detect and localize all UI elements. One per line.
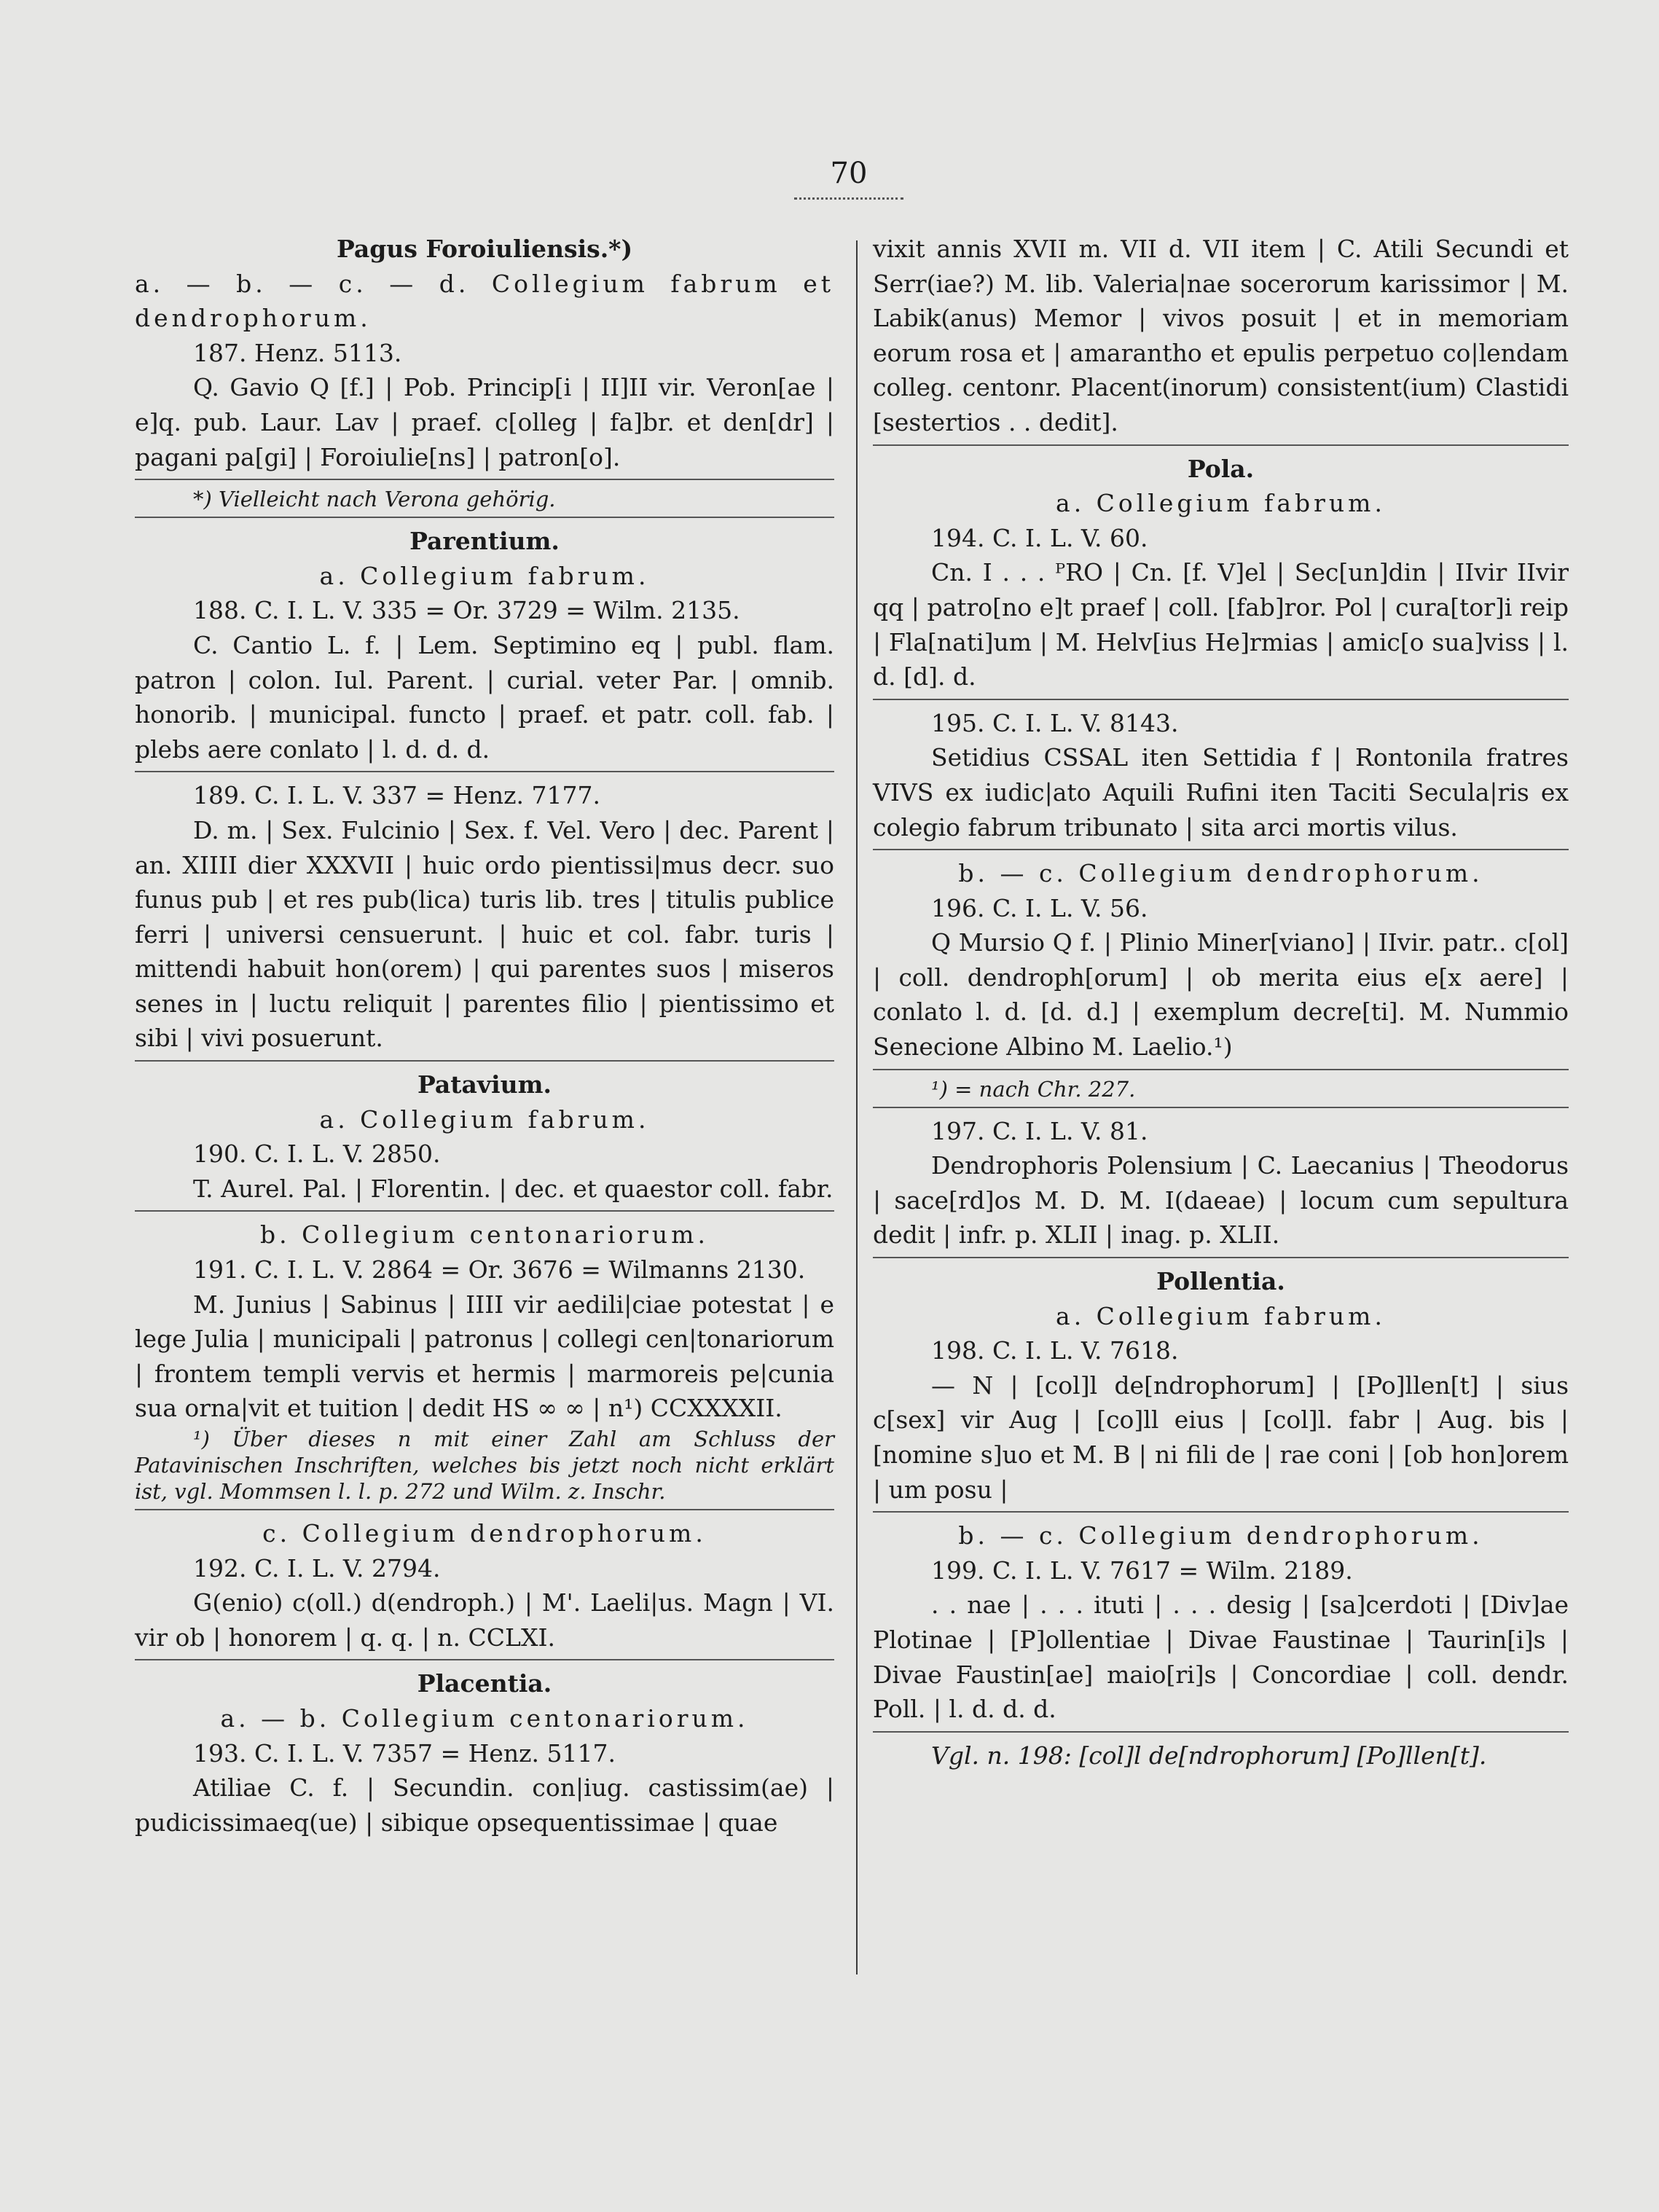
rule xyxy=(873,1069,1569,1070)
entry-188-text: C. Cantio L. f. | Lem. Septimino eq | publ. flam. patron | colon. Iul. Parent. | curial. veter Par. | omnib. honorib. | municipal. functo | praef. et patr. coll. fab. | plebs aere conlato | l. d. d. d. xyxy=(135,630,834,764)
entry-190-text: T. Aurel. Pal. | Florentin. | dec. et quaestor coll. fabr. xyxy=(193,1174,834,1203)
entry-193-continued: vixit annis XVII m. VII d. VII item | C. Atili Secundi et Serr(iae?) M. lib. Valeria|nae socerorum karissimor | M. Labik(anus) Memor | vivos posuit | et in memoriam eorum rosa et | amarantho et epulis perpetuo co|lendam colleg. centonr. Placent(inorum) consistent(ium) Clastidi [sestertios . . dedit]. xyxy=(873,235,1569,436)
rule xyxy=(135,1509,834,1510)
entry-189-text: D. m. | Sex. Fulcinio | Sex. f. Vel. Vero | dec. Parent | an. XIIII dier XXXVII | huic ordo pientissi|mus decr. suo funus pub | et res pub(lica) turis lib. tres | titulis publice ferri | universi censuerunt. | huic et col. fabr. turis | mittendi habuit hon(orem) | qui parentes suos | miseros senes in | luctu reliquit | parentes filio | pientissimo et sibi | vivi posuerunt. xyxy=(135,815,834,1053)
collegium-subheading: a. Collegium fabrum. xyxy=(319,1105,650,1134)
collegium-subheading: a. Collegium fabrum. xyxy=(1056,489,1386,518)
rule xyxy=(135,1659,834,1660)
entry-195-head: 195. C. I. L. V. 8143. xyxy=(931,708,1179,737)
entry-199-text: . . nae | . . . ituti | . . . desig | [sa]cerdoti | [Div]ae Plotinae | [P]ollentiae | Divae Faustinae | Taurin[i]s | Divae Faustin[ae] maio[ri]s | Concordiae | coll. dendr. Poll. | l. d. d. d. xyxy=(873,1591,1569,1724)
entry-198-text: — N | [col]l de[ndrophorum] | [Po]llen[t] | sius c[sex] vir Aug | [co]ll eius | [col]l. fabr | Aug. bis | [nomine s]uo et M. B | ni fili de | rae coni | [ob hon]orem | um posu | xyxy=(873,1370,1569,1504)
page-number: 70 xyxy=(801,157,896,200)
comparison-note: Vgl. n. 198: [col]l de[ndrophorum] [Po]llen[t]. xyxy=(931,1741,1487,1770)
section-heading-placentia: Placentia. xyxy=(417,1669,552,1698)
collegium-subheading: a. Collegium fabrum. xyxy=(319,561,650,590)
entry-194-head: 194. C. I. L. V. 60. xyxy=(931,523,1148,552)
collegium-subheading: a. — b. Collegium centonariorum. xyxy=(220,1703,749,1733)
entry-191-head: 191. C. I. L. V. 2864 = Or. 3676 = Wilmanns 2130. xyxy=(193,1255,806,1285)
right-column xyxy=(873,232,1569,1773)
section-heading-patavium: Patavium. xyxy=(417,1070,552,1099)
entry-192-text: G(enio) c(oll.) d(endroph.) | M'. Laeli|us. Magn | VI. vir ob | honorem | q. q. | n. CCLXI. xyxy=(135,1588,834,1652)
entry-189-head: 189. C. I. L. V. 337 = Henz. 7177. xyxy=(193,781,600,810)
rule xyxy=(135,1210,834,1212)
entry-197-head: 197. C. I. L. V. 81. xyxy=(931,1116,1148,1145)
entry-190-head: 190. C. I. L. V. 2850. xyxy=(193,1140,441,1169)
collegium-subheading: b. Collegium centonariorum. xyxy=(260,1220,709,1250)
entry-191-text: M. Junius | Sabinus | IIII vir aedili|ciae potestat | e lege Julia | municipali | patronus | collegi cen|tonariorum | frontem templi vervis et hermis | marmoreis pe|cunia sua orna|vit et tuition | dedit HS ∞ ∞ | n¹) CCXXXXII. xyxy=(135,1290,834,1423)
section-heading-pola: Pola. xyxy=(1187,454,1255,483)
rule xyxy=(873,849,1569,850)
entry-198-head: 198. C. I. L. V. 7618. xyxy=(931,1336,1179,1365)
rule xyxy=(873,444,1569,446)
entry-192-head: 192. C. I. L. V. 2794. xyxy=(193,1553,441,1582)
collegium-subheading: a. — b. — c. — d. Collegium fabrum et dendrophorum. xyxy=(135,269,834,333)
section-heading-pollentia: Pollentia. xyxy=(1156,1267,1285,1296)
rule xyxy=(873,1511,1569,1513)
entry-187-head: 187. Henz. 5113. xyxy=(193,338,402,367)
entry-194-text: Cn. I . . . ᴾRO | Cn. [f. V]el | Sec[un]din | IIvir IIvir qq | patro[no e]t praef | coll. [fab]ror. Pol | cura[tor]i reip | Fla[nati]um | M. Helv[ius He]rmias | amic[o sua]viss | l. d. [d]. d. xyxy=(873,558,1569,691)
entry-187-text: Q. Gavio Q [f.] | Pob. Princip[i | II]II vir. Veron[ae | e]q. pub. Laur. Lav | praef. c[olleg | fa]br. et den[dr] | pagani pa[gi] | Foroiulie[ns] | patron[o]. xyxy=(135,373,834,471)
entry-197-text: Dendrophoris Polensium | C. Laecanius | Theodorus | sace[rd]os M. D. M. I(daeae) | locum cum sepultura dedit | infr. p. XLII | inag. p. XLII. xyxy=(873,1151,1569,1250)
column-divider xyxy=(856,240,858,1974)
left-column xyxy=(135,232,834,1840)
footnote-196: ¹) = nach Chr. 227. xyxy=(931,1076,1136,1102)
entry-196-text: Q Mursio Q f. | Plinio Miner[viano] | IIvir. patr.. c[ol] | coll. dendroph[orum] | ob merita eius e[x aere] | conlato l. d. [d. d.] | exemplum decre[ti]. M. Nummio Senecione Albino M. Laelio.¹) xyxy=(873,928,1569,1062)
entry-196-head: 196. C. I. L. V. 56. xyxy=(931,893,1148,922)
collegium-subheading: b. — c. Collegium dendrophorum. xyxy=(958,859,1483,888)
page-number-ornament xyxy=(794,192,903,200)
entry-193-text: Atiliae C. f. | Secundin. con|iug. castissim(ae) | pudicissimaeq(ue) | sibique opsequentissimae | quae xyxy=(135,1773,834,1837)
rule xyxy=(873,699,1569,700)
entry-195-text: Setidius CSSAL iten Settidia f | Rontonila fratres VIVS ex iudic|ato Aquili Rufini iten Taciti Secula|ris ex colegio fabrum tribunato | sita arci mortis vilus. xyxy=(873,743,1569,842)
footnote-191: ¹) Über dieses n mit einer Zahl am Schluss der Patavinischen Inschriften, welches bis jetzt noch nicht erklärt ist, vgl. Mommsen l. l. p. 272 und Wilm. z. Inschr. xyxy=(135,1427,834,1504)
section-heading-parentium: Parentium. xyxy=(409,527,560,556)
rule xyxy=(135,771,834,772)
rule xyxy=(135,517,834,518)
collegium-subheading: b. — c. Collegium dendrophorum. xyxy=(958,1521,1483,1550)
entry-199-head: 199. C. I. L. V. 7617 = Wilm. 2189. xyxy=(931,1556,1353,1585)
rule xyxy=(135,1060,834,1062)
rule xyxy=(873,1257,1569,1258)
collegium-subheading: a. Collegium fabrum. xyxy=(1056,1301,1386,1330)
entry-188-head: 188. C. I. L. V. 335 = Or. 3729 = Wilm. 2135. xyxy=(193,596,740,625)
section-heading-pagus: Pagus Foroiuliensis.*) xyxy=(336,235,633,263)
rule xyxy=(873,1731,1569,1733)
rule xyxy=(873,1107,1569,1108)
entry-193-head: 193. C. I. L. V. 7357 = Henz. 5117. xyxy=(193,1738,616,1768)
footnote-pagus: *) Vielleicht nach Verona gehörig. xyxy=(193,487,556,512)
rule xyxy=(135,479,834,480)
collegium-subheading: c. Collegium dendrophorum. xyxy=(262,1519,707,1548)
